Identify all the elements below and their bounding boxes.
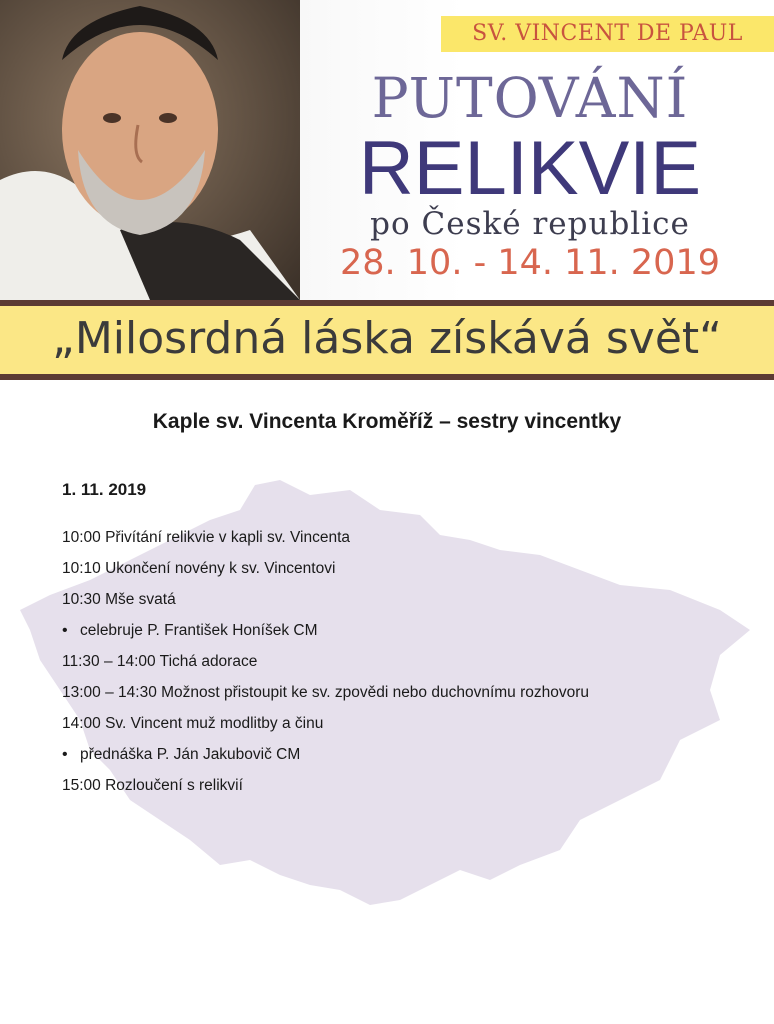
event-date: 1. 11. 2019 [62,480,147,499]
title-line1: PUTOVÁNÍ [371,66,689,130]
divider-bottom [0,374,774,380]
saint-portrait-icon [0,0,300,300]
subtitle: po České republice [370,206,690,242]
schedule-item: 13:00 – 14:30 Možnost přistoupit ke sv. zpovědi nebo duchovnímu rozhovoru [62,684,590,701]
schedule-item: 10:30 Mše svatá [62,591,176,608]
venue-title: Kaple sv. Vincenta Kroměříž – sestry vincentky [152,410,622,433]
schedule-item: 14:00 Sv. Vincent muž modlitby a činu [62,715,324,732]
schedule-item: 10:10 Ukončení novény k sv. Vincentovi [62,560,336,577]
schedule-item: 15:00 Rozloučení s relikvií [62,777,243,794]
schedule-item: 10:00 Přivítání relikvie v kapli sv. Vincenta [62,529,351,546]
saint-name-tag: SV. VINCENT DE PAUL [441,16,774,52]
header-banner [0,0,774,300]
schedule-item: 11:30 – 14:00 Tichá adorace [62,653,258,670]
schedule-list [62,528,762,807]
motto-text: „Milosrdná láska získává svět“ [52,313,722,364]
title-line2: RELIKVIE [358,126,702,211]
schedule-subitem: • přednáška P. Ján Jakubovič CM [62,745,762,776]
date-range: 28. 10. - 14. 11. 2019 [340,243,720,283]
schedule-subitem: • celebruje P. František Honíšek CM [62,621,762,652]
